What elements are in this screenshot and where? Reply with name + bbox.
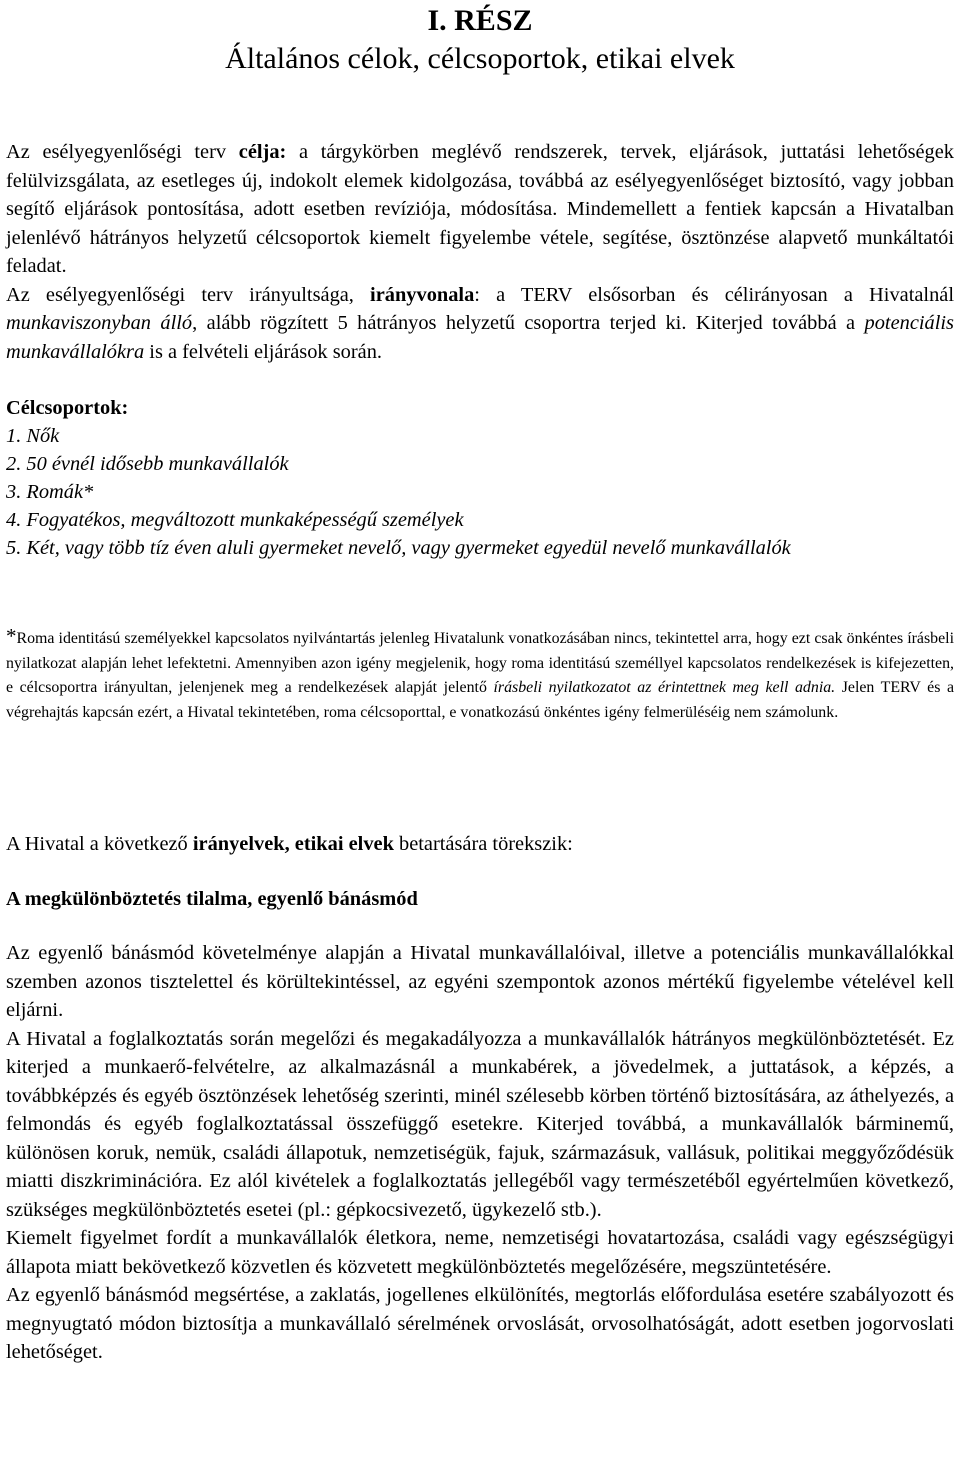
list-item: 2. 50 évnél idősebb munkavállalók — [6, 453, 289, 475]
principles-p4: Az egyenlő bánásmód megsértése, a zaklatás, jogellenes elkülönítés, megtorlás előfordulása esetére szabályozott és megnyugtató módon biztosítja a munkavállaló sérelmének orvoslását, orvosolhatóságát, adott esetben jogorvoslati lehetőséget. — [6, 1284, 954, 1363]
page-title: Általános célok, célcsoportok, etikai elvek — [225, 42, 735, 75]
list-item: 4. Fogyatékos, megváltozott munkaképességű személyek — [6, 509, 464, 531]
footnote-text-2: Jelen TERV és a végrehajtás kapcsán ezért, a Hivatal tekintetében, roma célcsoporttal, e vonatkozású önkéntes igény felmerüléséig nem számolunk. — [6, 679, 954, 721]
list-item: 5. Két, vagy több tíz éven aluli gyermeket nevelő, vagy gyermeket egyedül nevelő munkavállalók — [6, 537, 791, 559]
footnote-italic: írásbeli nyilatkozatot az érintettnek meg kell adnia. — [493, 679, 836, 697]
part-heading: I. RÉSZ — [427, 4, 533, 37]
list-item: 3. Romák* — [6, 481, 94, 503]
intro-s2-ital2: potenciális munkavállalókra — [6, 312, 954, 363]
intro-s2-post: is a felvételi eljárások során. — [144, 340, 382, 363]
principles-body — [6, 939, 954, 1367]
intro-s2-mid2: , alább rögzített 5 hátrányos helyzetű csoportra terjed ki. Kiterjed továbbá a — [192, 312, 865, 334]
intro-s2-mid1: : a TERV elsősorban és célirányosan a Hivatalnál — [474, 283, 954, 306]
intro-s2-ital1: munkaviszonyban álló — [6, 312, 193, 334]
intro-s1-pre: Az esélyegyenlőségi terv — [6, 141, 239, 163]
principles-intro-pre: A Hivatal a következő — [6, 833, 193, 855]
intro-paragraph — [6, 138, 954, 366]
principles-intro-post: betartására törekszik: — [393, 833, 573, 855]
target-groups-heading: Célcsoportok: — [6, 397, 129, 419]
section-heading: A megkülönböztetés tilalma, egyenlő bánásmód — [6, 888, 418, 910]
intro-s2-bold: irányvonala — [370, 283, 475, 306]
principles-p2: A Hivatal a foglalkoztatás során megelőzi és megakadályozza a munkavállalók hátrányos megkülönböztetését. Ez kiterjed a munkaerő-felvételre, az alkalmazásnál a munkabérek, a jövedelmek, a juttatások, a képzés, a továbbképzés és egyéb ösztönzések lehetőség szerinti, minél szélesebb körben történő biztosítására, az áthelyezés, a felmondás és egyéb foglalkoztatással összefüggő esetekre. Kiterjed továbbá, a munkavállalók bárminemű, különösen koruk, nemük, családi állapotuk, nemzetiségük, fajuk, származásuk, vallásuk, politikai meggyőződésük miatti diszkriminációra. Ez alól kivételek a foglalkoztatás jellegéből vagy természetéből egyértelműen következő, szükséges megkülönböztetés esetei (pl.: gépkocsivezető, ügykezelő stb.). — [6, 1027, 954, 1221]
principles-p1: Az egyenlő bánásmód követelménye alapján a Hivatal munkavállalóival, illetve a potenciális munkavállalókkal szemben azonos tisztelettel és körültekintéssel, az egyéni szempontok azonos mértékű figyelembe vételével kell eljárni. — [6, 942, 954, 1021]
principles-intro — [6, 830, 954, 859]
intro-s1-bold: célja: — [238, 141, 287, 163]
target-groups-list — [6, 422, 954, 562]
intro-s1-post: a tárgykörben meglévő rendszerek, tervek, eljárások, juttatási lehetőségek felülvizsgálata, az esetleges új, indokolt elemek kidolgozása, továbbá az esélyegyenlőséget biztosító, vagy jobban segítő eljárások pontosítása, adott esetben revíziója, módosítása. Mindemellett a fentiek kapcsán a Hivatalban jelenlévő hátrányos helyzetű célcsoportok kiemelt figyelembe vétele, segítése, ösztönzése alapvető munkáltatói feladat. — [6, 141, 954, 277]
footnote-text-1: Roma identitású személyekkel kapcsolatos nyilvántartás jelenleg Hivatalunk vonatkozásában nincs, tekintettel arra, hogy ezt csak önkéntes írásbeli nyilatkozat alapján lehet lefektetni. Amennyiben azon igény megjelenik, hogy roma identitású személlyel kapcsolatos rendelkezések is kifejezetten, e célcsoportra irányultan, jelenjenek meg a rendelkezések alapját jelentő — [6, 630, 954, 697]
principles-intro-bold: irányelvek, etikai elvek — [192, 833, 394, 855]
intro-s2-pre: Az esélyegyenlőségi terv irányultsága, — [6, 283, 371, 306]
principles-p3: Kiemelt figyelmet fordít a munkavállalók életkora, neme, nemzetiségi hovatartozása, családi vagy egészségügyi állapota miatt bekövetkező közvetlen és közvetett megkülönböztetés megelőzésére, megszüntetésére. — [6, 1227, 954, 1278]
footnote-paragraph — [6, 624, 954, 725]
footnote-star: * — [6, 624, 17, 648]
list-item: 1. Nők — [6, 425, 60, 447]
